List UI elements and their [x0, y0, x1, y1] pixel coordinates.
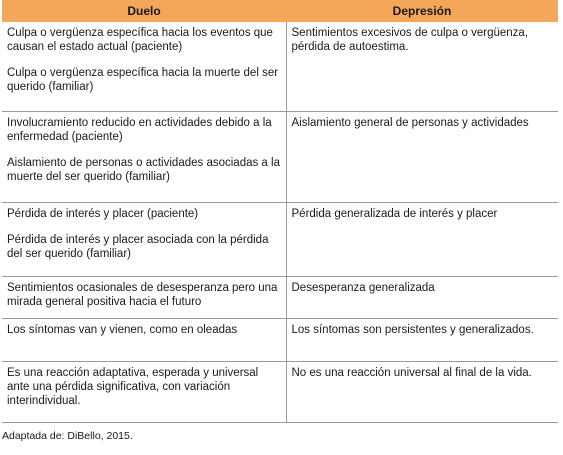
- table-row: [2, 362, 558, 423]
- depresion-cell: [286, 112, 558, 203]
- depresion-text: Pérdida generalizada de interés y placer: [291, 208, 498, 220]
- duelo-text: Sentimientos ocasionales de desesperanza pero una mirada general positiva hacia el futuro: [7, 282, 278, 308]
- header-depresion: Depresión: [286, 0, 558, 22]
- depresion-text: No es una reacción universal al final de la vida.: [291, 367, 532, 379]
- table-header-row: [2, 0, 558, 22]
- table-row: [2, 203, 558, 277]
- depresion-text: Desesperanza generalizada: [291, 282, 435, 294]
- duelo-cell: [2, 277, 286, 319]
- depresion-text: Sentimientos excesivos de culpa o vergüenza, pérdida de autoestima.: [291, 27, 529, 53]
- duelo-cell: [2, 203, 286, 277]
- depresion-cell: [286, 319, 558, 362]
- duelo-text: Es una reacción adaptativa, esperada y universal ante una pérdida significativa, con variación interindividual.: [7, 367, 259, 407]
- table-row: [2, 112, 558, 203]
- header-duelo: Duelo: [2, 0, 286, 22]
- comparison-table-container: [2, 0, 558, 423]
- duelo-cell: [2, 362, 286, 423]
- duelo-text: Pérdida de interés y placer asociada con la pérdida del ser querido (familiar): [7, 234, 269, 260]
- duelo-text: Culpa o vergüenza específica hacia la muerte del ser querido (familiar): [7, 67, 279, 93]
- table-row: [2, 319, 558, 362]
- duelo-text: Aislamiento de personas o actividades asociadas a la muerte del ser querido (familiar): [7, 157, 280, 183]
- depresion-text: Aislamiento general de personas y actividades: [291, 117, 529, 129]
- table-row: [2, 277, 558, 319]
- duelo-text: Pérdida de interés y placer (paciente): [7, 208, 199, 220]
- duelo-cell: [2, 22, 286, 112]
- depresion-cell: [286, 277, 558, 319]
- table-row: [2, 22, 558, 112]
- depresion-cell: [286, 22, 558, 112]
- depresion-text: Los síntomas son persistentes y generalizados.: [291, 324, 534, 336]
- depresion-cell: [286, 362, 558, 423]
- duelo-cell: [2, 319, 286, 362]
- depresion-cell: [286, 203, 558, 277]
- duelo-text: Involucramiento reducido en actividades debido a la enfermedad (paciente): [7, 117, 272, 143]
- duelo-text: Los síntomas van y vienen, como en oleadas: [7, 324, 238, 336]
- duelo-cell: [2, 112, 286, 203]
- grief-vs-depression-table: [2, 0, 558, 423]
- duelo-text: Culpa o vergüenza específica hacia los eventos que causan el estado actual (paciente): [7, 27, 273, 53]
- source-caption: Adaptada de: DiBello, 2015.: [2, 430, 133, 442]
